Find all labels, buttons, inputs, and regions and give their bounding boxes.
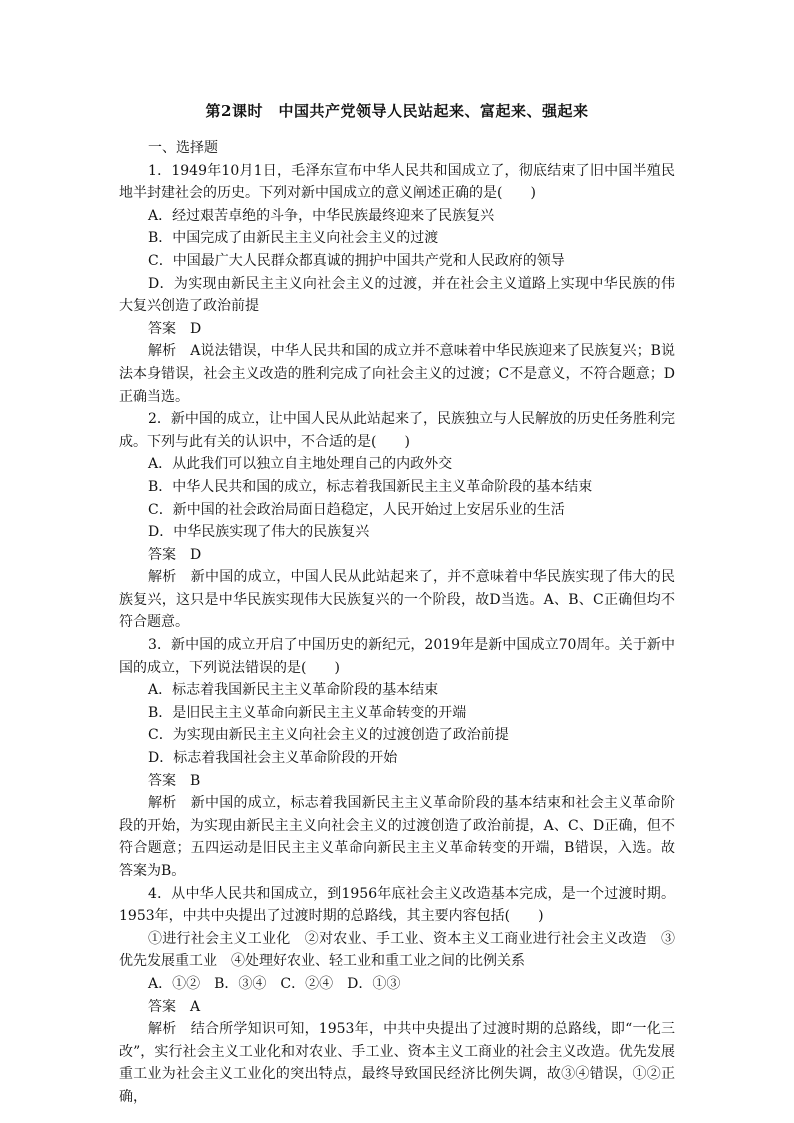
question-3-option-b: B．是旧民主主义革命向新民主主义革命转变的开端 [148, 704, 467, 721]
question-2-option-c: C．新中国的社会政治局面日趋稳定，人民开始过上安居乐业的生活 [148, 501, 565, 518]
section-heading: 一、选择题 [148, 140, 218, 156]
page-title: 第2课时 中国共产党领导人民站起来、富起来、强起来 [205, 102, 589, 120]
question-1-stem: 1．1949年10月1日，毛泽东宣布中华人民共和国成立了，彻底结束了旧中国半殖民地半封建社会的历史。下列对新中国成立的意义阐述正确的是( ) [119, 162, 675, 202]
question-4-answer: 答案 A [148, 998, 201, 1015]
question-3-option-c: C．为实现由新民主主义向社会主义的过渡创造了政治前提 [148, 727, 509, 744]
question-2-analysis: 解析 新中国的成立，中国人民从此站起来了，并不意味着中华民族实现了伟大的民族复兴，这只是中华民族实现伟大民族复兴的一个阶段，故D当选。A、B、C正确但均不符合题意。 [119, 569, 675, 631]
question-1-answer: 答案 D [148, 320, 202, 337]
question-2-answer: 答案 D [148, 546, 202, 563]
question-1-option-d: D．为实现由新民主主义向社会主义的过渡，并在社会主义道路上实现中华民族的伟大复兴创造了政治前提 [119, 275, 675, 315]
question-4-stem: 4．从中华人民共和国成立，到1956年底社会主义改造基本完成，是一个过渡时期。1953年，中共中央提出了过渡时期的总路线，其主要内容包括( ) [119, 885, 675, 925]
question-1-option-b: B．中国完成了由新民主主义向社会主义的过渡 [148, 230, 439, 247]
question-3-analysis: 解析 新中国的成立，标志着我国新民主主义革命阶段的基本结束和社会主义革命阶段的开始，为实现由新民主主义向社会主义的过渡创造了政治前提，A、C、D正确，但不符合题意；五四运动是旧民主主义革命向新民主主义革命转变的开端，B错误，入选。故答案为B。 [119, 795, 675, 879]
question-1-analysis: 解析 A说法错误，中华人民共和国的成立并不意味着中华民族迎来了民族复兴；B说法本身错误，社会主义改造的胜利完成了向社会主义的过渡；C不是意义，不符合题意；D正确当选。 [119, 343, 675, 405]
question-3-option-d: D．标志着我国社会主义革命阶段的开始 [148, 750, 398, 767]
question-1-option-a: A．经过艰苦卓绝的斗争，中华民族最终迎来了民族复兴 [148, 207, 495, 224]
question-4-items: ①进行社会主义工业化 ②对农业、手工业、资本主义工商业进行社会主义改造 ③优先发展重工业 ④处理好农业、轻工业和重工业之间的比例关系 [119, 930, 675, 970]
question-2-option-b: B．中华人民共和国的成立，标志着我国新民主主义革命阶段的基本结束 [148, 478, 593, 495]
question-3-option-a: A．标志着我国新民主主义革命阶段的基本结束 [148, 682, 439, 699]
question-4-choices: A．①② B．③④ C．②④ D．①③ [148, 975, 401, 992]
question-3-stem: 3．新中国的成立开启了中国历史的新纪元，2019年是新中国成立70周年。关于新中国的成立，下列说法错误的是( ) [119, 637, 675, 676]
question-3-answer: 答案 B [148, 772, 201, 789]
question-2-option-a: A．从此我们可以独立自主地处理自己的内政外交 [148, 456, 453, 473]
document-body [119, 137, 675, 1109]
question-1-option-c: C．中国最广大人民群众都真诚的拥护中国共产党和人民政府的领导 [148, 252, 565, 269]
question-2-stem: 2．新中国的成立，让中国人民从此站起来了，民族独立与人民解放的历史任务胜利完成。下列与此有关的认识中，不合适的是( ) [119, 411, 675, 450]
question-4-analysis: 解析 结合所学知识可知，1953年，中共中央提出了过渡时期的总路线，即“一化三改”，实行社会主义工业化和对农业、手工业、资本主义工商业的社会主义改造。优先发展重工业为社会主义工业化的突出特点，最终导致国民经济比例失调，故③④错误，①②正确， [119, 1021, 675, 1105]
question-2-option-d: D．中华民族实现了伟大的民族复兴 [148, 524, 370, 541]
